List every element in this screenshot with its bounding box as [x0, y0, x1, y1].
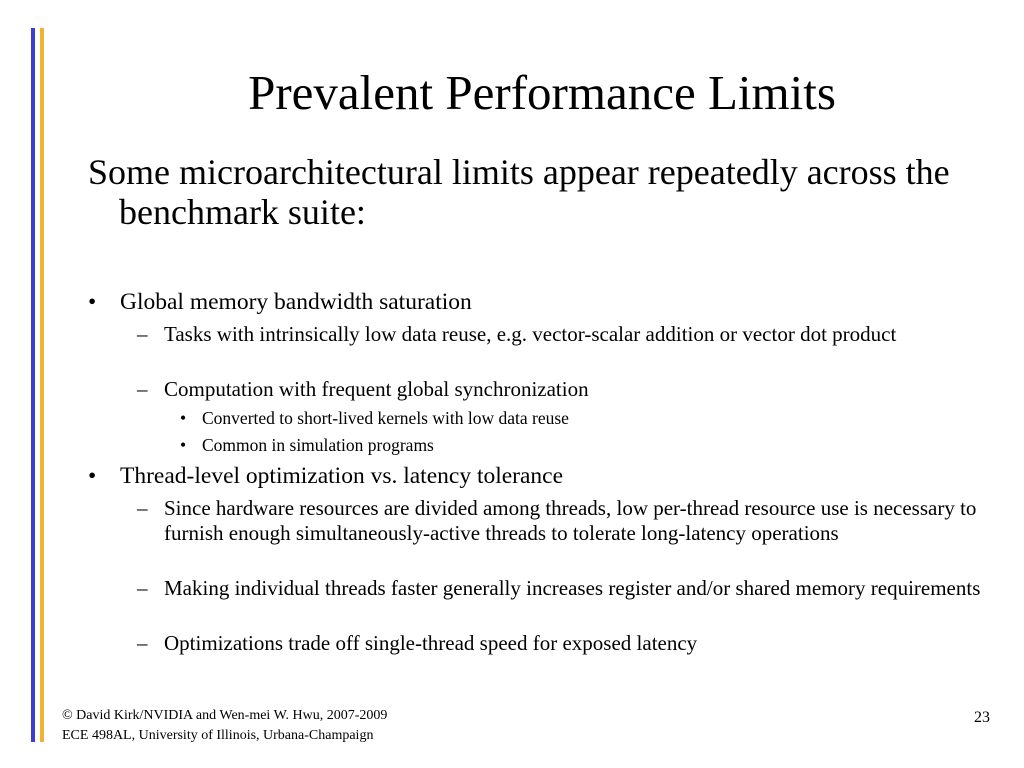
bullet-marker: •	[180, 408, 187, 428]
bullet-marker: •	[88, 289, 97, 315]
accent-bar-blue	[31, 28, 35, 742]
bullet-marker: •	[180, 435, 187, 455]
slide-title: Prevalent Performance Limits	[248, 65, 836, 120]
sub-bullet-text: Making individual threads faster generally increases register and/or shared memory requirements	[164, 576, 981, 600]
dash-marker: –	[137, 322, 148, 346]
intro-paragraph: Some microarchitectural limits appear repeatedly across the benchmark suite:	[88, 152, 950, 232]
sub-bullet-trade-off	[137, 631, 1007, 656]
sub-sub-bullet-text: Converted to short-lived kernels with low data reuse	[202, 408, 569, 428]
sub-sub-bullet-text: Common in simulation programs	[202, 435, 434, 455]
bullet-text: Global memory bandwidth saturation	[120, 289, 472, 315]
sub-bullet-faster-threads	[137, 576, 1007, 601]
sub-bullet-text: Computation with frequent global synchronization	[164, 377, 589, 401]
dash-marker: –	[137, 377, 148, 401]
sub-bullet-global-sync	[137, 377, 1007, 402]
sub-bullet-low-data-reuse	[137, 322, 1007, 347]
accent-bar-orange	[40, 28, 44, 742]
bullet-marker: •	[88, 463, 97, 489]
sub-bullet-text: Optimizations trade off single-thread speed for exposed latency	[164, 631, 698, 655]
dash-marker: –	[137, 576, 148, 600]
footer-course: ECE 498AL, University of Illinois, Urbana-Champaign	[62, 728, 374, 743]
bullet-text: Thread-level optimization vs. latency tolerance	[120, 463, 564, 489]
sub-bullet-text: Tasks with intrinsically low data reuse, e.g. vector-scalar addition or vector dot product	[164, 322, 897, 346]
sub-bullet-text: Since hardware resources are divided among threads, low per-thread resource use is necessary to furnish enough simultaneously-active threads to tolerate long-latency operations	[164, 496, 977, 545]
sub-bullet-per-thread-resources	[137, 496, 1007, 545]
footer-copyright: © David Kirk/NVIDIA and Wen-mei W. Hwu, 2007-2009	[62, 708, 388, 723]
page-number: 23	[974, 709, 990, 726]
dash-marker: –	[137, 496, 148, 520]
dash-marker: –	[137, 631, 148, 655]
